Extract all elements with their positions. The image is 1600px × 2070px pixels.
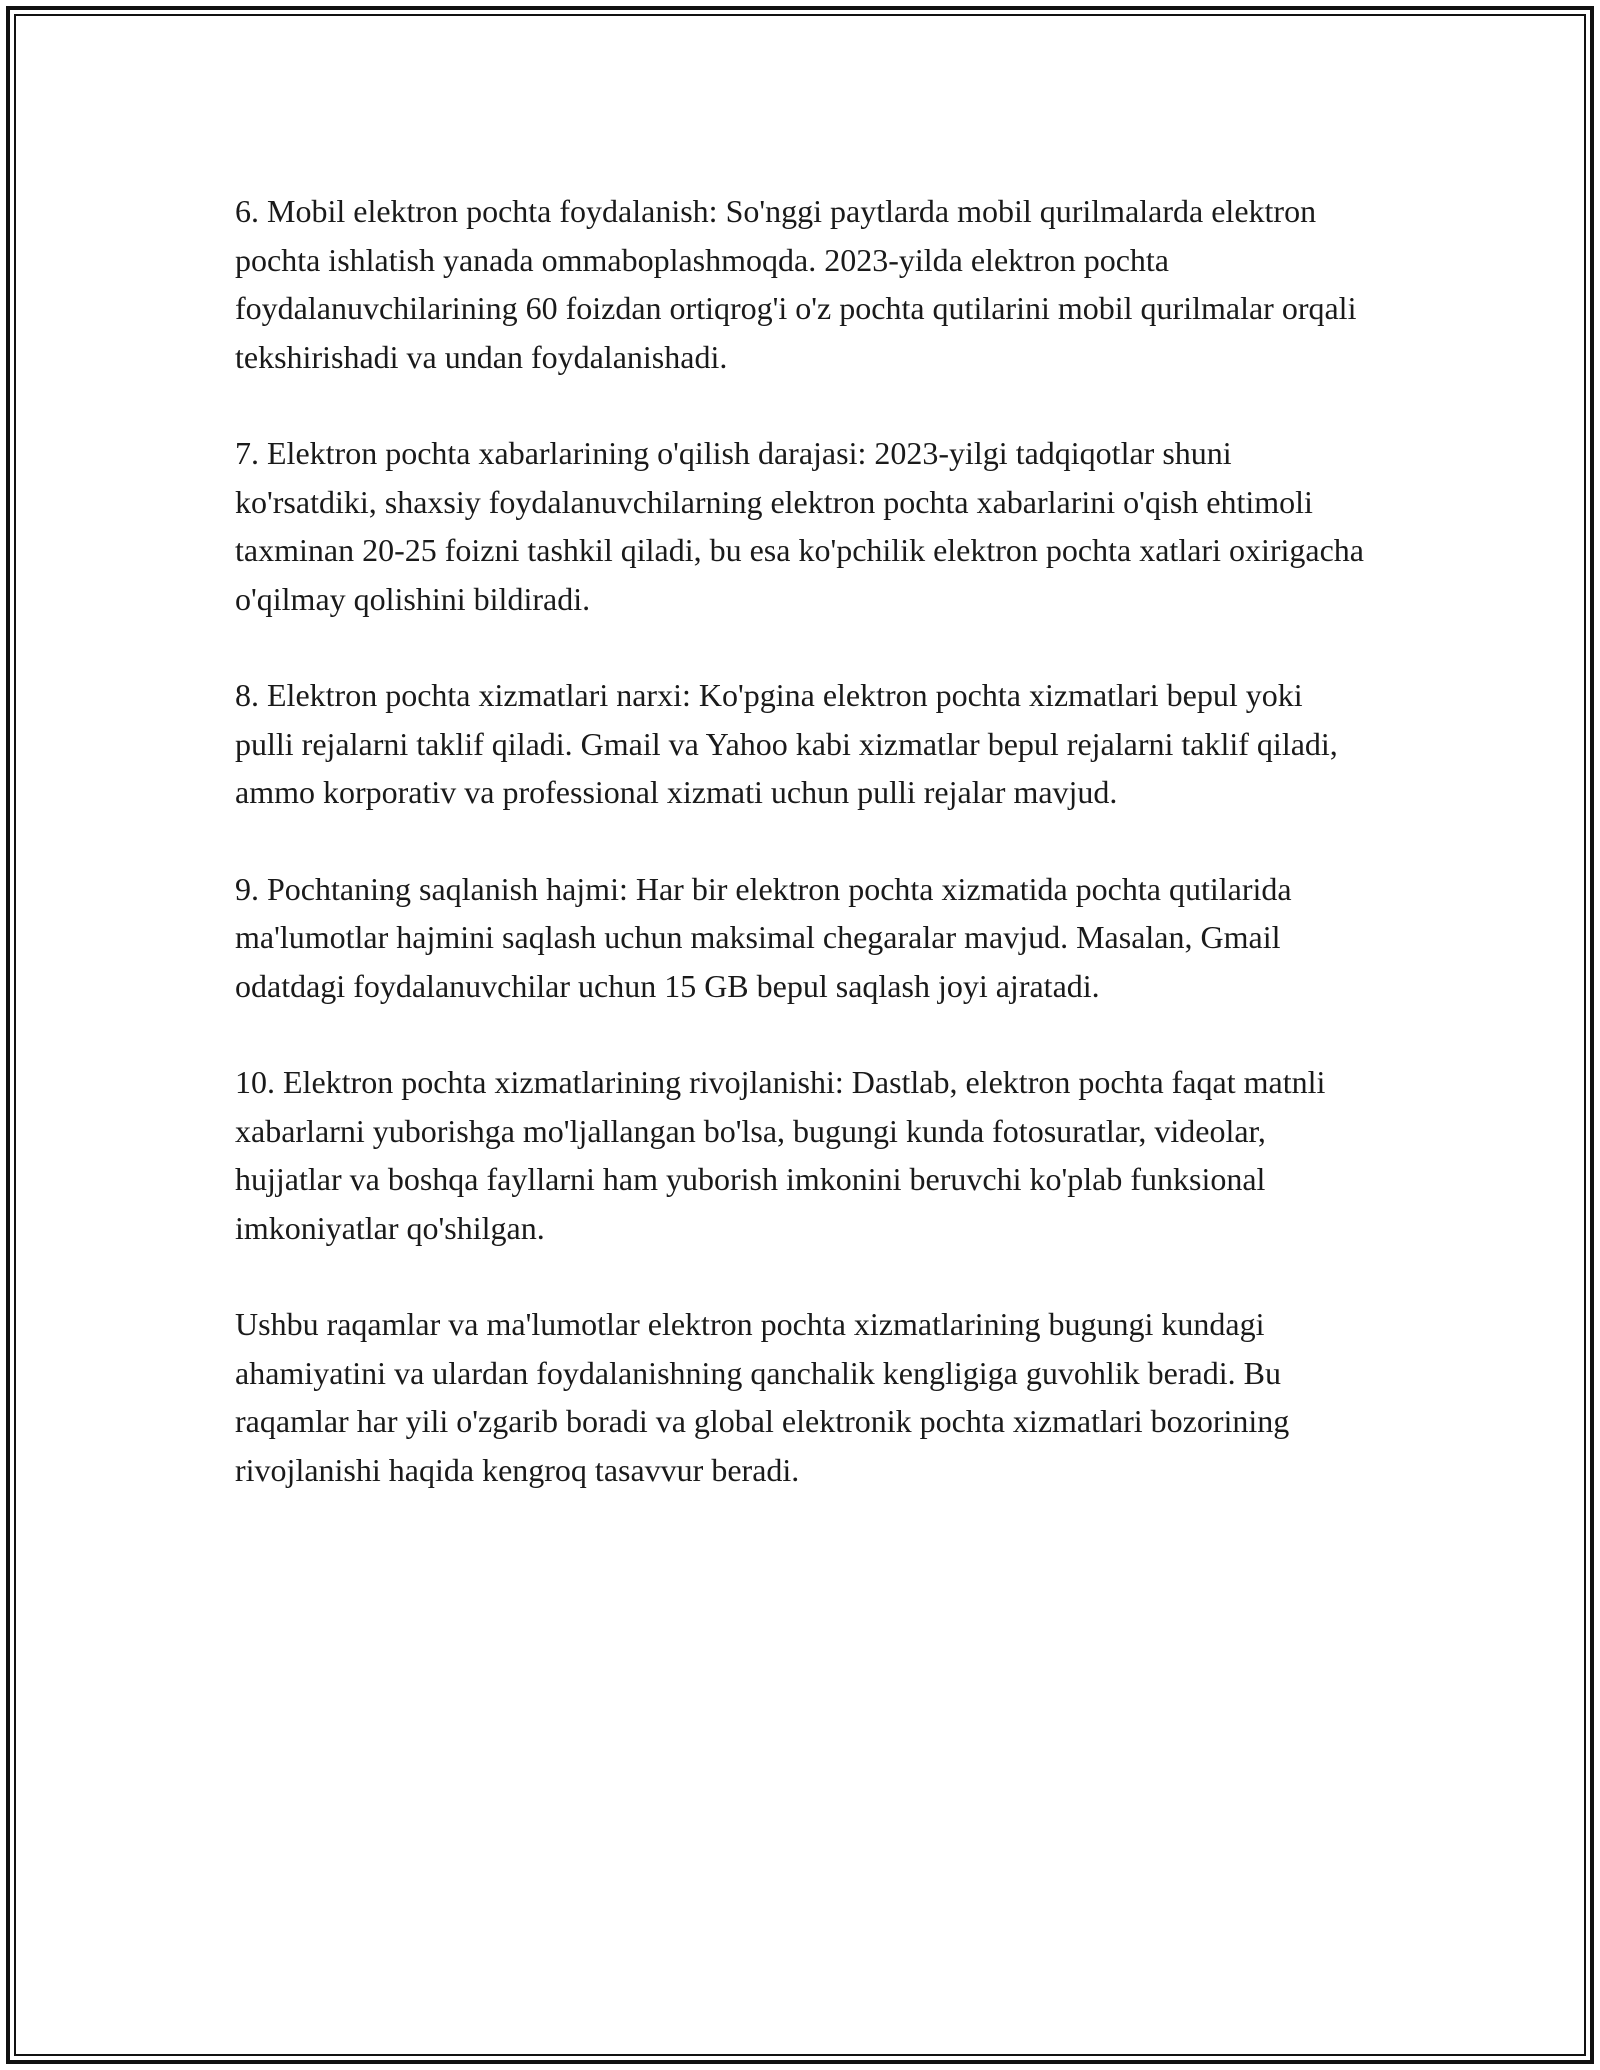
document-body [235, 187, 1365, 1542]
paragraph-email-open-rate: 7. Elektron pochta xabarlarining o'qilish darajasi: 2023-yilgi tadqiqotlar shuni ko'rsatdiki, shaxsiy foydalanuvchilarning elektron pochta xabarlarini o'qish ehtimoli taxminan 20-25 foizni tashkil qiladi, bu esa ko'pchilik elektron pochta xatlari oxirigacha o'qilmay qolishini bildiradi. [235, 435, 1364, 617]
paragraph-email-service-evolution: 10. Elektron pochta xizmatlarining rivojlanishi: Dastlab, elektron pochta faqat matnli xabarlarni yuborishga mo'ljallangan bo'lsa, bugungi kunda fotosuratlar, videolar, hujjatlar va boshqa fayllarni ham yuborish imkonini beruvchi ko'plab funksional imkoniyatlar qo'shilgan. [235, 1064, 1326, 1246]
paragraph-email-service-pricing: 8. Elektron pochta xizmatlari narxi: Ko'pgina elektron pochta xizmatlari bepul yoki pulli rejalarni taklif qiladi. Gmail va Yahoo kabi xizmatlar bepul rejalarni taklif qiladi, ammo korporativ va professional xizmati uchun pulli rejalar mavjud. [235, 677, 1338, 810]
paragraph-conclusion: Ushbu raqamlar va ma'lumotlar elektron pochta xizmatlarining bugungi kundagi ahamiyatini va ulardan foydalanishning qanchalik kengligiga guvohlik beradi. Bu raqamlar har yili o'zgarib boradi va global elektronik pochta xizmatlari bozorining rivojlanishi haqida kengroq tasavvur beradi. [235, 1306, 1290, 1488]
paragraph-mailbox-storage: 9. Pochtaning saqlanish hajmi: Har bir elektron pochta xizmatida pochta qutilarida ma'lumotlar hajmini saqlash uchun maksimal chegaralar mavjud. Masalan, Gmail odatdagi foydalanuvchilar uchun 15 GB bepul saqlash joyi ajratadi. [235, 870, 1292, 1004]
paragraph-mobile-email-usage: 6. Mobil elektron pochta foydalanish: So'nggi paytlarda mobil qurilmalarda elektron pochta ishlatish yanada ommaboplashmoqda. 2023-yilda elektron pochta foydalanuvchilarining 60 foizdan ortiqrog'i o'z pochta qutilarini mobil qurilmalar orqali tekshirishadi va undan foydalanishadi. [235, 193, 1357, 375]
